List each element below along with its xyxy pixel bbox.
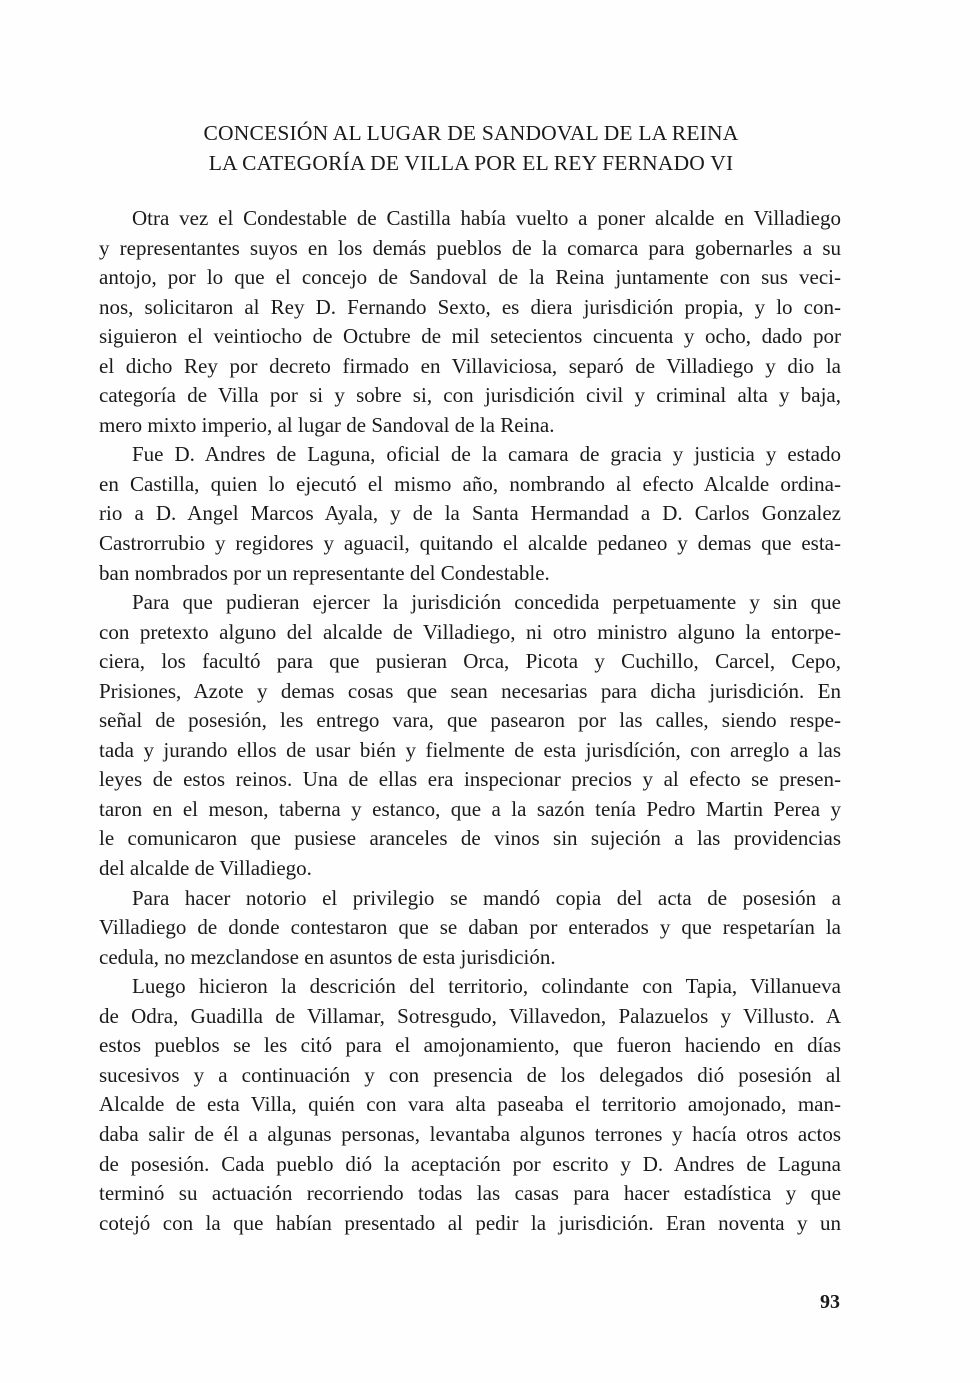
paragraph-line: estos pueblos se les citó para el amojonamiento, que fueron haciendo en días	[99, 1033, 841, 1058]
paragraph-line: ban nombrados por un representante del Condestable.	[99, 560, 550, 585]
paragraph-line: taron en el meson, taberna y estanco, que a la sazón tenía Pedro Martin Perea y	[99, 796, 841, 821]
paragraph-line: antojo, por lo que el concejo de Sandoval de la Reina juntamente con sus veci-	[99, 265, 841, 290]
paragraph-line: de Odra, Guadilla de Villamar, Sotresgudo, Villavedon, Palazuelos y Villusto. A	[99, 1003, 841, 1028]
paragraph-line: cotejó con la que habían presentado al pedir la jurisdición. Eran noventa y un	[99, 1210, 841, 1235]
chapter-title-line-2: LA CATEGORÍA DE VILLA POR EL REY FERNADO VI	[208, 151, 734, 175]
paragraph-line: Para hacer notorio el privilegio se mandó copia del acta de posesión a	[132, 885, 841, 910]
paragraph-line: mero mixto imperio, al lugar de Sandoval de la Reina.	[99, 412, 555, 437]
paragraph-line: Luego hicieron la descrición del territorio, colindante con Tapia, Villanueva	[132, 974, 841, 999]
paragraph-line: siguieron el veintiocho de Octubre de mil setecientos cincuenta y ocho, dado por	[99, 324, 841, 349]
paragraph	[99, 588, 841, 883]
paragraph-line: sucesivos y a continuación y con presencia de los delegados dió posesión al	[99, 1062, 841, 1087]
paragraph	[99, 972, 841, 1238]
paragraph-line: le comunicaron que pusiese aranceles de vinos sin sujeción a las providencias	[99, 826, 841, 851]
paragraph-line: terminó su actuación recorriendo todas las casas para hacer estadística y que	[99, 1181, 841, 1206]
paragraph-line: daba salir de él a algunas personas, levantaba algunos terrones y hacía otros actos	[99, 1121, 841, 1146]
paragraph-line: Alcalde de esta Villa, quién con vara alta paseaba el territorio amojonado, man-	[99, 1092, 841, 1117]
paragraph-line: el dicho Rey por decreto firmado en Villaviciosa, separó de Villadiego y dio la	[99, 353, 841, 378]
paragraph-line: del alcalde de Villadiego.	[99, 856, 312, 881]
paragraph	[99, 884, 841, 973]
paragraph	[99, 204, 841, 440]
paragraph-line: Fue D. Andres de Laguna, oficial de la camara de gracia y justicia y estado	[132, 442, 841, 467]
paragraph-line: ciera, los facultó para que pusieran Orca, Picota y Cuchillo, Carcel, Cepo,	[99, 649, 841, 674]
paragraph-line: Castrorrubio y regidores y aguacil, quitando el alcalde pedaneo y demas que esta-	[99, 531, 841, 556]
paragraph-line: tada y jurando ellos de usar bién y fielmente de esta jurisdíción, con arreglo a las	[99, 737, 841, 762]
page-number: 93	[820, 1291, 840, 1313]
chapter-title	[0, 118, 942, 178]
body-text	[99, 204, 841, 1238]
paragraph-line: con pretexto alguno del alcalde de Villadiego, ni otro ministro alguno la entorpe-	[99, 619, 841, 644]
paragraph-line: señal de posesión, les entrego vara, que pasearon por las calles, siendo respe-	[99, 708, 841, 733]
paragraph-line: rio a D. Angel Marcos Ayala, y de la Santa Hermandad a D. Carlos Gonzalez	[99, 501, 841, 526]
paragraph-line: Para que pudieran ejercer la jurisdición concedida perpetuamente y sin que	[132, 590, 841, 615]
paragraph-line: leyes de estos reinos. Una de ellas era inspecionar precios y al efecto se presen-	[99, 767, 841, 792]
paragraph-line: Otra vez el Condestable de Castilla había vuelto a poner alcalde en Villadiego	[132, 206, 841, 230]
paragraph-line: en Castilla, quien lo ejecutó el mismo año, nombrando al efecto Alcalde ordina-	[99, 471, 841, 496]
paragraph-line: Villadiego de donde contestaron que se daban por enterados y que respetarían la	[99, 915, 841, 940]
paragraph-line: de posesión. Cada pueblo dió la aceptación por escrito y D. Andres de Laguna	[99, 1151, 841, 1176]
paragraph-line: cedula, no mezclandose en asuntos de esta jurisdición.	[99, 944, 556, 969]
chapter-title-line-1: CONCESIÓN AL LUGAR DE SANDOVAL DE LA REINA	[203, 121, 739, 145]
paragraph	[99, 440, 841, 588]
paragraph-line: nos, solicitaron al Rey D. Fernando Sexto, es diera jurisdición propia, y lo con-	[99, 294, 841, 319]
paragraph-line: Prisiones, Azote y demas cosas que sean necesarias para dicha jurisdición. En	[99, 678, 841, 703]
paragraph-line: y representantes suyos en los demás pueblos de la comarca para gobernarles a su	[99, 235, 841, 260]
paragraph-line: categoría de Villa por si y sobre si, con jurisdición civil y criminal alta y baja,	[99, 383, 841, 408]
